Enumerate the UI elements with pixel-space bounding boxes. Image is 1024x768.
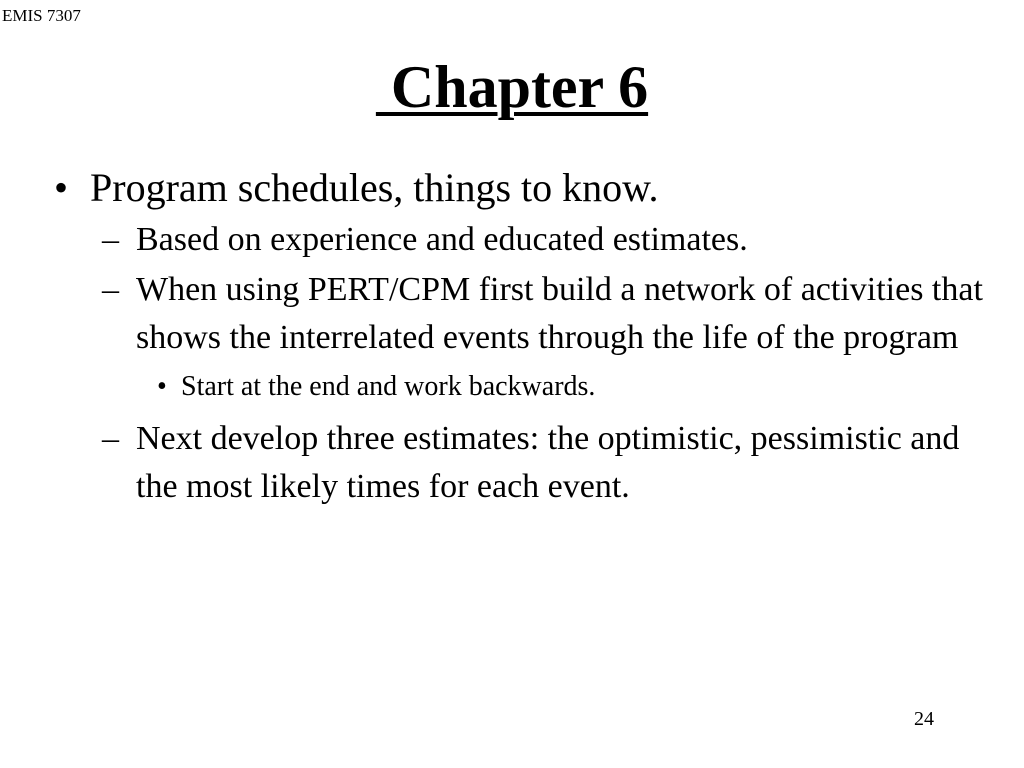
bullet-dash-icon: – <box>102 221 119 258</box>
bullet-dash-icon: – <box>102 420 119 457</box>
course-label: EMIS 7307 <box>2 6 81 25</box>
bullet-dash-icon: – <box>102 271 119 308</box>
bullet-item-level-2 <box>54 216 994 264</box>
page-number: 24 <box>914 708 934 730</box>
bullet-list <box>54 162 994 511</box>
bullet-text: Program schedules, things to know. <box>90 165 659 210</box>
bullet-text: When using PERT/CPM first build a network of activities that shows the interrelated events through the life of the program <box>136 271 983 356</box>
bullet-item-level-2 <box>54 415 994 511</box>
bullet-item-level-3 <box>54 367 994 407</box>
bullet-text: Based on experience and educated estimates. <box>136 221 748 258</box>
bullet-item-level-2 <box>54 266 994 362</box>
bullet-dot-icon: • <box>157 371 167 402</box>
bullet-dot-icon: • <box>54 165 69 210</box>
bullet-item-level-1 <box>54 162 994 214</box>
slide-title: Chapter 6 <box>375 54 649 120</box>
bullet-text: Start at the end and work backwards. <box>181 371 596 402</box>
bullet-text: Next develop three estimates: the optimistic, pessimistic and the most likely times for each event. <box>136 420 960 505</box>
